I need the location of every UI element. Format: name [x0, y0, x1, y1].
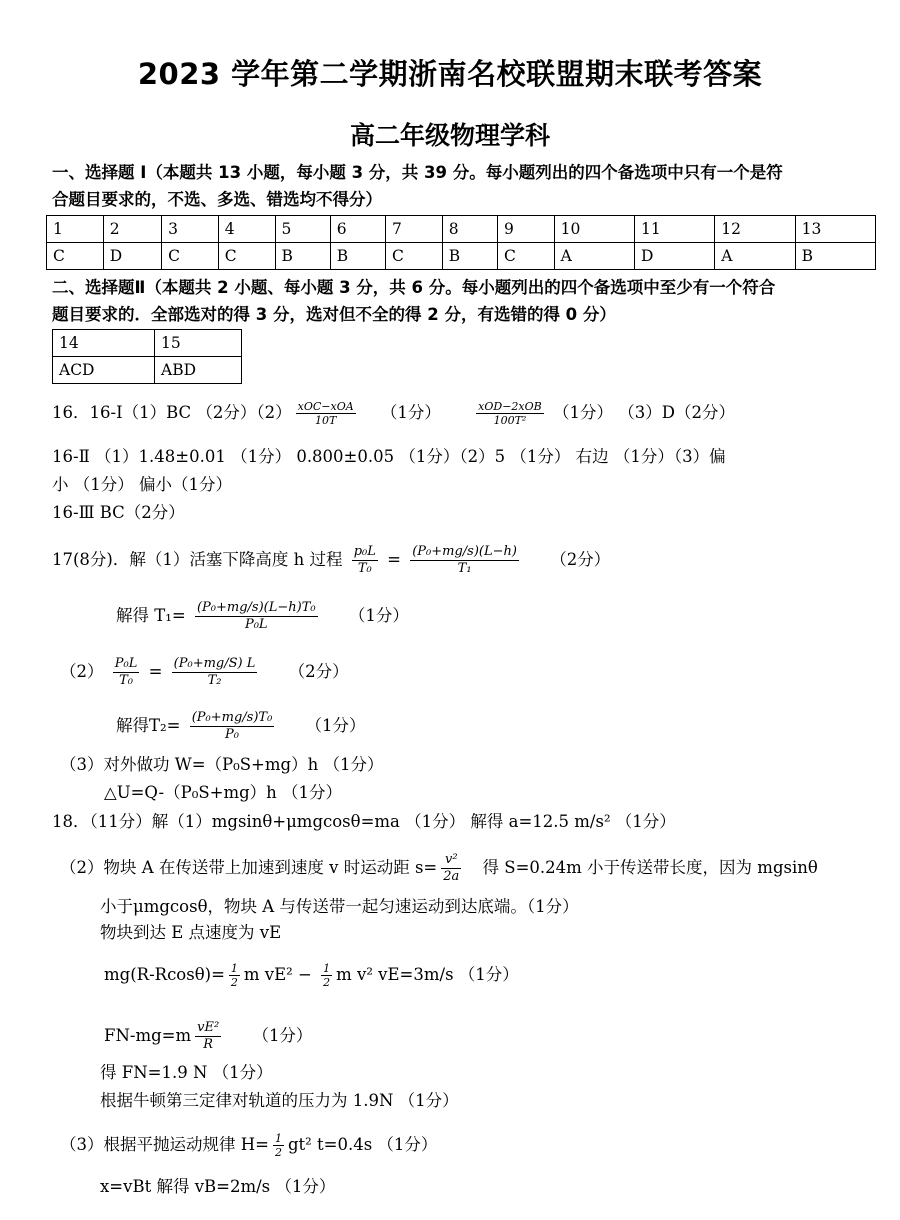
table-row-numbers	[53, 330, 242, 357]
table-cell: 3	[162, 216, 219, 243]
fraction: $\frac{1}{2}$	[230, 962, 238, 989]
fraction: $\frac{\text{(P₀+mg/s)T₀}}{\text{P₀}}$	[191, 710, 273, 742]
q18-line2: （2）物块 A 在传送带上加速到速度 v 时运动距 s= $\frac{\text{v²}}{2a}$ 得 S=0.24m 小于传送带长度，因为 mgsinθ	[60, 852, 818, 884]
section1-answer-table	[46, 215, 876, 270]
fraction: $\frac{\text{xOD−2xOB}}{\text{100T²}}$	[478, 400, 542, 427]
fraction: $\frac{\text{P₀L}}{\text{T₀}}$	[114, 656, 138, 688]
table-cell: C	[218, 243, 275, 270]
table-cell: C	[162, 243, 219, 270]
fraction: $\frac{\text{(P₀+mg/S) L}}{\text{T₂}}$	[173, 656, 256, 688]
q18-line4: 物块到达 E 点速度为 vE	[100, 923, 282, 942]
q16-part1: 16．16-Ⅰ（1）BC （2分）（2） $\frac{\text{xOC−xOA}}{10T}$ （1分） $\frac{\text{xOD−2xOB}}{\text{100T²}}$ （1分） （3）D（2分）	[52, 400, 735, 427]
table-cell: 8	[442, 216, 497, 243]
table-cell: 9	[497, 216, 554, 243]
section1-heading-line1: 一、选择题 I（本题共 13 小题，每小题 3 分，共 39 分。每小题列出的四个备选项中只有一个是符	[52, 163, 783, 182]
table-cell: ABD	[155, 357, 242, 384]
q18-line6: FN-mg=m $\frac{\text{vE²}}{R}$ （1分）	[104, 1020, 313, 1052]
q18-line5: mg(R-Rcosθ)= $\frac{1}{2}$ m vE² − $\frac{1}{2}$ m v² vE=3m/s （1分）	[104, 962, 519, 989]
fraction: $\frac{1}{2}$	[274, 1132, 282, 1159]
fraction: $\frac{1}{2}$	[323, 962, 331, 989]
table-cell: 13	[795, 216, 875, 243]
table-cell: 5	[275, 216, 330, 243]
fraction: $\frac{\text{p₀L}}{\text{T₀}}$	[353, 544, 376, 576]
q18-line3: 小于μmgcosθ，物块 A 与传送带一起匀速运动到达底端。（1分）	[100, 897, 579, 916]
fraction: $\frac{\text{vE²}}{R}$	[197, 1020, 220, 1052]
table-cell: 11	[634, 216, 714, 243]
q17-line1: 17(8分)．解（1）活塞下降高度 h 过程 $\frac{\text{p₀L}}{\text{T₀}}$ = $\frac{\text{(P₀+mg/s)(L−h)}}{\text{T₁}}$ （2分）	[52, 544, 611, 576]
table-cell: C	[47, 243, 104, 270]
table-cell: 14	[53, 330, 155, 357]
table-cell: C	[497, 243, 554, 270]
q17-line4: 解得T₂= $\frac{\text{(P₀+mg/s)T₀}}{\text{P₀}}$ （1分）	[116, 710, 366, 742]
table-cell: B	[275, 243, 330, 270]
fraction: $\frac{\text{(P₀+mg/s)(L−h)T₀}}{\text{P₀L}}$	[196, 600, 316, 632]
table-cell: B	[330, 243, 385, 270]
q17-line5: （3）对外做功 W=（P₀S+mg）h （1分）	[60, 755, 384, 774]
q18-line9: （3）根据平抛运动规律 H= $\frac{1}{2}$ gt² t=0.4s （1分）	[60, 1132, 438, 1159]
table-cell: B	[795, 243, 875, 270]
table-cell: 6	[330, 216, 385, 243]
table-cell: A	[554, 243, 634, 270]
page-title: 2023 学年第二学期浙南名校联盟期末联考答案	[137, 57, 763, 91]
q16-part2-line2: 小 （1分） 偏小（1分）	[52, 475, 232, 494]
table-cell: 2	[103, 216, 161, 243]
q16-part2-line1: 16-Ⅱ （1）1.48±0.01 （1分） 0.800±0.05 （1分）（2）5 （1分） 右边 （1分）（3）偏	[52, 447, 726, 466]
q18-line8: 根据牛顿第三定律对轨道的压力为 1.9N （1分）	[100, 1091, 459, 1110]
section2-heading-line1: 二、选择题Ⅱ（本题共 2 小题、每小题 3 分，共 6 分。每小题列出的四个备选项中至少有一个符合	[52, 278, 776, 297]
table-cell: D	[103, 243, 161, 270]
table-cell: B	[442, 243, 497, 270]
table-cell: C	[386, 243, 443, 270]
table-cell: 7	[386, 216, 443, 243]
table-cell: D	[634, 243, 714, 270]
table-cell: 10	[554, 216, 634, 243]
fraction: $\frac{\text{xOC−xOA}}{10T}$	[297, 400, 354, 427]
table-cell: 15	[155, 330, 242, 357]
page-subtitle: 高二年级物理学科	[349, 121, 550, 150]
table-row-numbers	[47, 216, 876, 243]
q18-line10: x=vBt 解得 vB=2m/s （1分）	[100, 1177, 336, 1196]
q16-part3: 16-Ⅲ BC（2分）	[52, 503, 185, 522]
section2-answer-table	[52, 329, 242, 384]
fraction: $\frac{\text{v²}}{2a}$	[443, 852, 460, 884]
section2-heading-line2: 题目要求的．全部选对的得 3 分，选对但不全的得 2 分，有选错的得 0 分）	[52, 305, 616, 324]
q17-line3: （2） $\frac{\text{P₀L}}{\text{T₀}}$ = $\frac{\text{(P₀+mg/S) L}}{\text{T₂}}$ （2分）	[60, 656, 349, 688]
table-cell: ACD	[53, 357, 155, 384]
table-cell: 12	[715, 216, 795, 243]
table-row-answers	[53, 357, 242, 384]
table-cell: A	[715, 243, 795, 270]
q17-line2: 解得 T₁= $\frac{\text{(P₀+mg/s)(L−h)T₀}}{\text{P₀L}}$ （1分）	[116, 600, 409, 632]
section1-heading-line2: 合题目要求的，不选、多选、错选均不得分）	[52, 190, 382, 209]
q18-line1: 18．（11分）解（1）mgsinθ+μmgcosθ=ma （1分） 解得 a=12.5 m/s² （1分）	[52, 812, 676, 831]
table-row-answers	[47, 243, 876, 270]
q18-line7: 得 FN=1.9 N （1分）	[100, 1063, 273, 1082]
table-cell: 4	[218, 216, 275, 243]
q17-line6: △U=Q-（P₀S+mg）h （1分）	[104, 783, 343, 802]
fraction: $\frac{\text{(P₀+mg/s)(L−h)}}{\text{T₁}}$	[412, 544, 517, 576]
table-cell: 1	[47, 216, 104, 243]
